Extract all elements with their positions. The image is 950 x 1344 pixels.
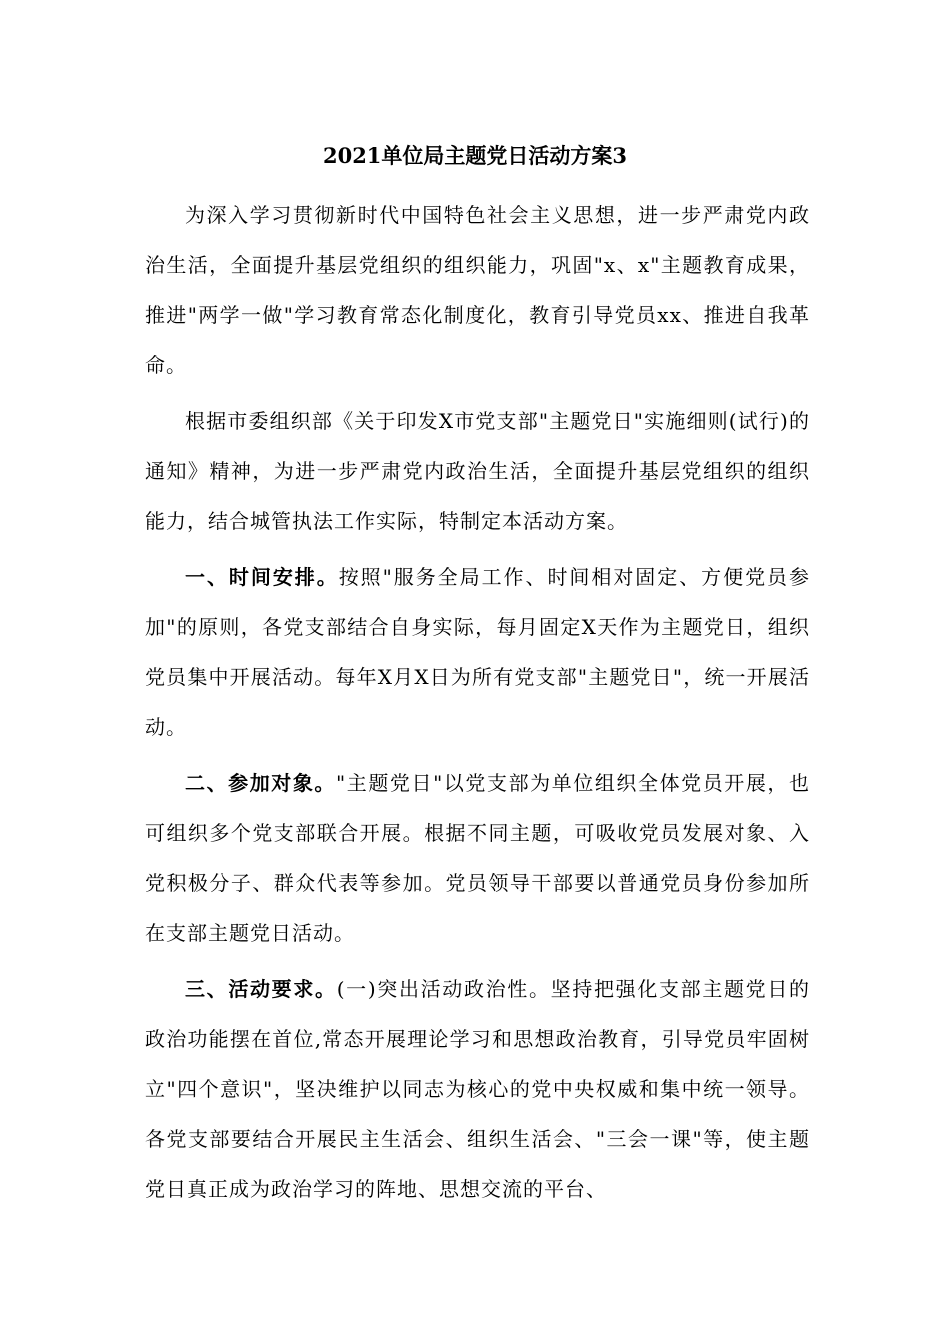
paragraph-participants bbox=[145, 758, 810, 958]
paragraph-intro bbox=[145, 190, 810, 390]
paragraph-heading: 三、活动要求。 bbox=[185, 977, 337, 1001]
paragraph-text: (一)突出活动政治性。坚持把强化支部主题党日的政治功能摆在首位,常态开展理论学习和思想政治教育，引导党员牢固树立"四个意识"，坚决维护以同志为核心的党中央权威和集中统一领导。各党支部要结合开展民主生活会、组织生活会、"三会一课"等，使主题党日真正成为政治学习的阵地、思想交流的平台、 bbox=[145, 977, 811, 1201]
paragraph-text: 根据市委组织部《关于印发X市党支部"主题党日"实施细则(试行)的通知》精神，为进一步严肃党内政治生活，全面提升基层党组织的组织能力，结合城管执法工作实际，特制定本活动方案。 bbox=[145, 409, 810, 533]
paragraph-text: 按照"服务全局工作、时间相对固定、方便党员参加"的原则，各党支部结合自身实际，每月固定X天作为主题党日，组织党员集中开展活动。每年X月X日为所有党支部"主题党日"，统一开展活动。 bbox=[145, 565, 810, 739]
document-body bbox=[145, 190, 810, 1214]
paragraph-basis bbox=[145, 396, 810, 546]
paragraph-heading: 一、时间安排。 bbox=[185, 565, 339, 589]
paragraph-text: 为深入学习贯彻新时代中国特色社会主义思想，进一步严肃党内政治生活，全面提升基层党组织的组织能力，巩固"x、x"主题教育成果，推进"两学一做"学习教育常态化制度化，教育引导党员xx、推进自我革命。 bbox=[145, 203, 810, 377]
paragraph-requirements bbox=[145, 964, 810, 1214]
paragraph-time-arrangement bbox=[145, 552, 810, 752]
document-title: 2021单位局主题党日活动方案3 bbox=[322, 143, 628, 168]
paragraph-heading: 二、参加对象。 bbox=[185, 771, 337, 795]
paragraph-text: "主题党日"以党支部为单位组织全体党员开展，也可组织多个党支部联合开展。根据不同主题，可吸收党员发展对象、入党积极分子、群众代表等参加。党员领导干部要以普通党员身份参加所在支部主题党日活动。 bbox=[145, 771, 811, 945]
